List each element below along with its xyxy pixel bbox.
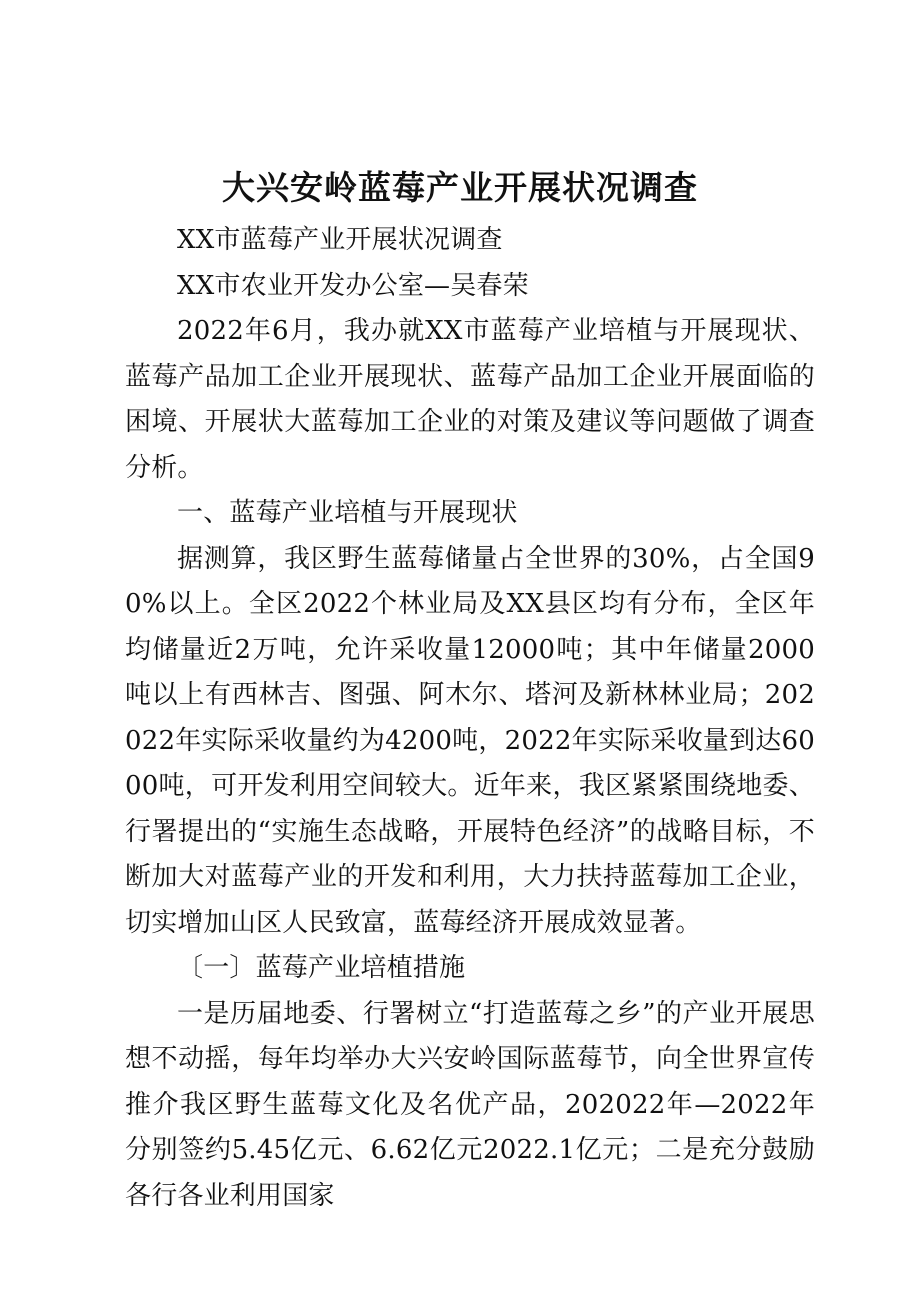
body-paragraph: 一是历届地委、行署树立“打造蓝莓之乡”的产业开展思想不动摇，每年均举办大兴安岭国际蓝莓节，向全世界宣传推介我区野生蓝莓文化及名优产品，202022年—2022年分别签约5.45亿元、6.62亿元2022.1亿元；二是充分鼓励各行各业利用国家 [125,998,815,1211]
subtitle-paragraph: XX市蓝莓产业开展状况调查 [177,225,503,255]
intro-paragraph: 2022年6月，我办就XX市蓝莓产业培植与开展现状、蓝莓产品加工企业开展现状、蓝莓产品加工企业开展面临的困境、开展状大蓝莓加工企业的对策及建议等问题做了调查分析。 [125,316,815,483]
author-line: XX市农业开发办公室—吴春荣 [177,270,529,301]
body-paragraph: 据测算，我区野生蓝莓储量占全世界的30%，占全国90%以上。全区2022个林业局及XX县区均有分布，全区年均储量近2万吨，允许采收量12000吨；其中年储量2000吨以上有西林吉、图强、阿木尔、塔河及新林林业局；202022年实际采收量约为4200吨，2022年实际采收量到达6000吨，可开发利用空间较大。近年来，我区紧紧围绕地委、行署提出的“实施生态战略，开展特色经济”的战略目标，不断加大对蓝莓产业的开发和利用，大力扶持蓝莓加工企业，切实增加山区人民致富，蓝莓经济开展成效显著。 [125,543,815,938]
section-heading: 一、蓝莓产业培植与开展现状 [177,498,518,528]
subsection-heading: 〔一〕蓝莓产业培植措施 [177,953,466,983]
document-title: 大兴安岭蓝莓产业开展状况调查 [222,168,698,207]
document-body [125,218,815,1219]
